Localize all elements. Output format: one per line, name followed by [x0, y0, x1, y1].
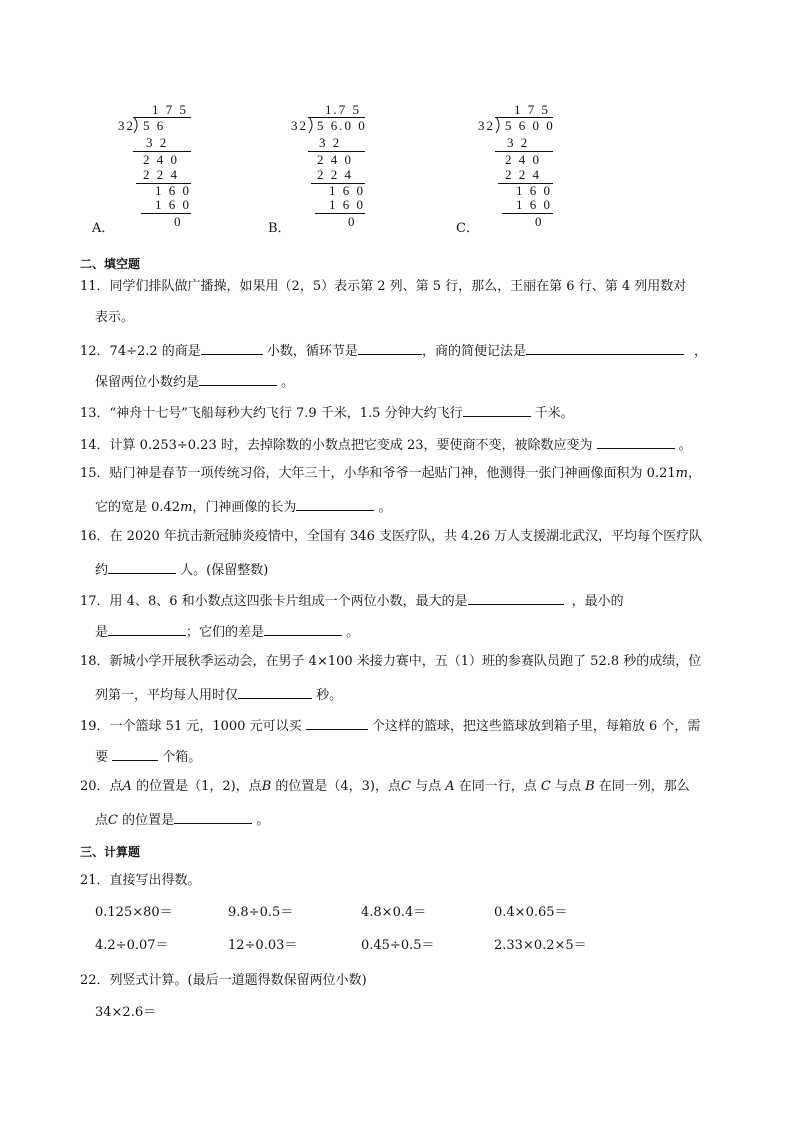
answer-blank[interactable] [358, 342, 422, 355]
question-13: 13．“神舟十七号”飞船每秒大约飞行 7.9 千米，1.5 分钟大约飞行 千米。 [80, 406, 574, 421]
question-20-line-1: 20．点A 的位置是（1，2)，点B 的位置是（4，3)，点C 与点 A 在同一行，点 C 与点 B 在同一列，那么 [80, 779, 690, 794]
dividend: 5 6 0 0 [505, 118, 555, 133]
section-heading-fill-in: 二、填空题 [80, 257, 141, 271]
step: 3 2 [507, 135, 530, 150]
q21-item: 12÷0.03＝ [228, 938, 298, 953]
option-label: C． [456, 221, 479, 236]
question-16-line-1: 16．在 2020 年抗击新冠肺炎疫情中，全国有 346 支医疗队，共 4.26 万人支援湖北武汉，平均每个医疗队 [80, 529, 703, 544]
remainder: 0 [535, 214, 544, 229]
answer-blank[interactable] [306, 717, 368, 730]
step: 2 4 0 [143, 152, 179, 167]
step: 2 2 4 [505, 167, 541, 182]
division-bracket [308, 117, 316, 134]
option-label: B． [268, 221, 291, 236]
answer-blank[interactable] [199, 373, 277, 386]
q21-item: 4.8×0.4＝ [361, 905, 427, 920]
question-18-line-1: 18．新城小学开展秋季运动会，在男子 4×100 米接力赛中，五（1）班的参赛队员跑了 52.8 秒的成绩，位 [80, 654, 702, 669]
quotient: 1 7 5 [152, 102, 188, 117]
step: 3 2 [146, 135, 169, 150]
divisor: 32 [291, 118, 308, 133]
step-line [315, 213, 365, 214]
remainder: 0 [174, 214, 183, 229]
question-11-line-2: 表示。 [95, 310, 135, 325]
q22-item: 34×2.6＝ [95, 1005, 157, 1020]
step: 2 2 4 [143, 167, 179, 182]
remainder: 0 [348, 214, 357, 229]
question-20-line-2: 点C 的位置是 。 [95, 813, 270, 828]
question-14: 14．计算 0.253÷0.23 时，去掉除数的小数点把它变成 23，要使商不变，被除数应变为 。 [80, 438, 692, 453]
answer-blank[interactable] [296, 498, 374, 511]
step: 1 6 0 [516, 183, 552, 198]
answer-blank[interactable] [238, 686, 312, 699]
question-19-line-2: 要 个箱。 [95, 750, 202, 765]
answer-blank[interactable] [526, 342, 684, 355]
step: 1 6 0 [329, 197, 365, 212]
step: 1 6 0 [329, 183, 365, 198]
option-label: A． [92, 221, 115, 236]
question-16-line-2: 约 人。(保留整数) [95, 563, 269, 578]
quotient: 1.7 5 [325, 102, 361, 117]
question-21-title: 21．直接写出得数。 [80, 873, 201, 888]
question-15-line-1: 15．贴门神是春节一项传统习俗，大年三十，小华和爷爷一起贴门神，他测得一张门神画像面积为 0.21m， [80, 466, 701, 481]
division-bracket [133, 117, 141, 134]
quotient: 1 7 5 [514, 102, 550, 117]
answer-blank[interactable] [463, 404, 531, 417]
question-18-line-2: 列第一，平均每人用时仅 秒。 [95, 688, 343, 703]
q21-item: 9.8÷0.5＝ [228, 905, 294, 920]
step: 1 6 0 [516, 197, 552, 212]
q21-item: 0.125×80＝ [95, 905, 173, 920]
answer-blank[interactable] [597, 436, 675, 449]
step: 1 6 0 [155, 197, 191, 212]
answer-blank[interactable] [201, 342, 263, 355]
question-15-line-2: 它的宽是 0.42m，门神画像的长为 。 [95, 500, 392, 515]
step-line [502, 213, 553, 214]
question-17-line-2: 是 ；它们的差是 。 [95, 625, 360, 640]
divisor: 32 [118, 118, 135, 133]
question-17-line-1: 17．用 4、8、6 和小数点这四张卡片组成一个两位小数，最大的是 ，最小的 [80, 594, 624, 609]
answer-blank[interactable] [264, 623, 342, 636]
q21-item: 4.2÷0.07＝ [95, 938, 169, 953]
step: 2 2 4 [317, 167, 353, 182]
question-19-line-1: 19．一个篮球 51 元，1000 元可以买 个这样的篮球，把这些篮球放到箱子里，每箱放 6 个，需 [80, 719, 701, 734]
answer-blank[interactable] [174, 811, 252, 824]
division-bracket [495, 117, 503, 134]
answer-blank[interactable] [112, 748, 158, 761]
answer-blank[interactable] [108, 623, 186, 636]
question-11-line-1: 11．同学们排队做广播操，如果用（2，5）表示第 2 列、第 5 行，那么，王丽在第 6 行、第 4 列用数对 [80, 279, 687, 294]
q21-item: 2.33×0.2×5＝ [494, 938, 587, 953]
step: 1 6 0 [155, 183, 191, 198]
section-heading-calculation: 三、计算题 [80, 845, 141, 859]
question-12-line-2: 保留两位小数约是 。 [95, 375, 295, 390]
divisor: 32 [478, 118, 495, 133]
answer-blank[interactable] [108, 561, 176, 574]
dividend: 5 6 [143, 118, 166, 133]
answer-blank[interactable] [468, 592, 564, 605]
question-22-title: 22．列竖式计算。(最后一道题得数保留两位小数) [80, 973, 367, 988]
step: 2 4 0 [505, 152, 541, 167]
question-12-line-1: 12．74÷2.2 的商是 小数，循环节是 ，商的简便记法是 ， [80, 344, 707, 359]
q21-item: 0.4×0.65＝ [494, 905, 568, 920]
dividend: 5 6.0 0 [317, 118, 367, 133]
step: 3 2 [319, 135, 342, 150]
step-line [141, 213, 191, 214]
step: 2 4 0 [317, 152, 353, 167]
q21-item: 0.45÷0.5＝ [361, 938, 435, 953]
